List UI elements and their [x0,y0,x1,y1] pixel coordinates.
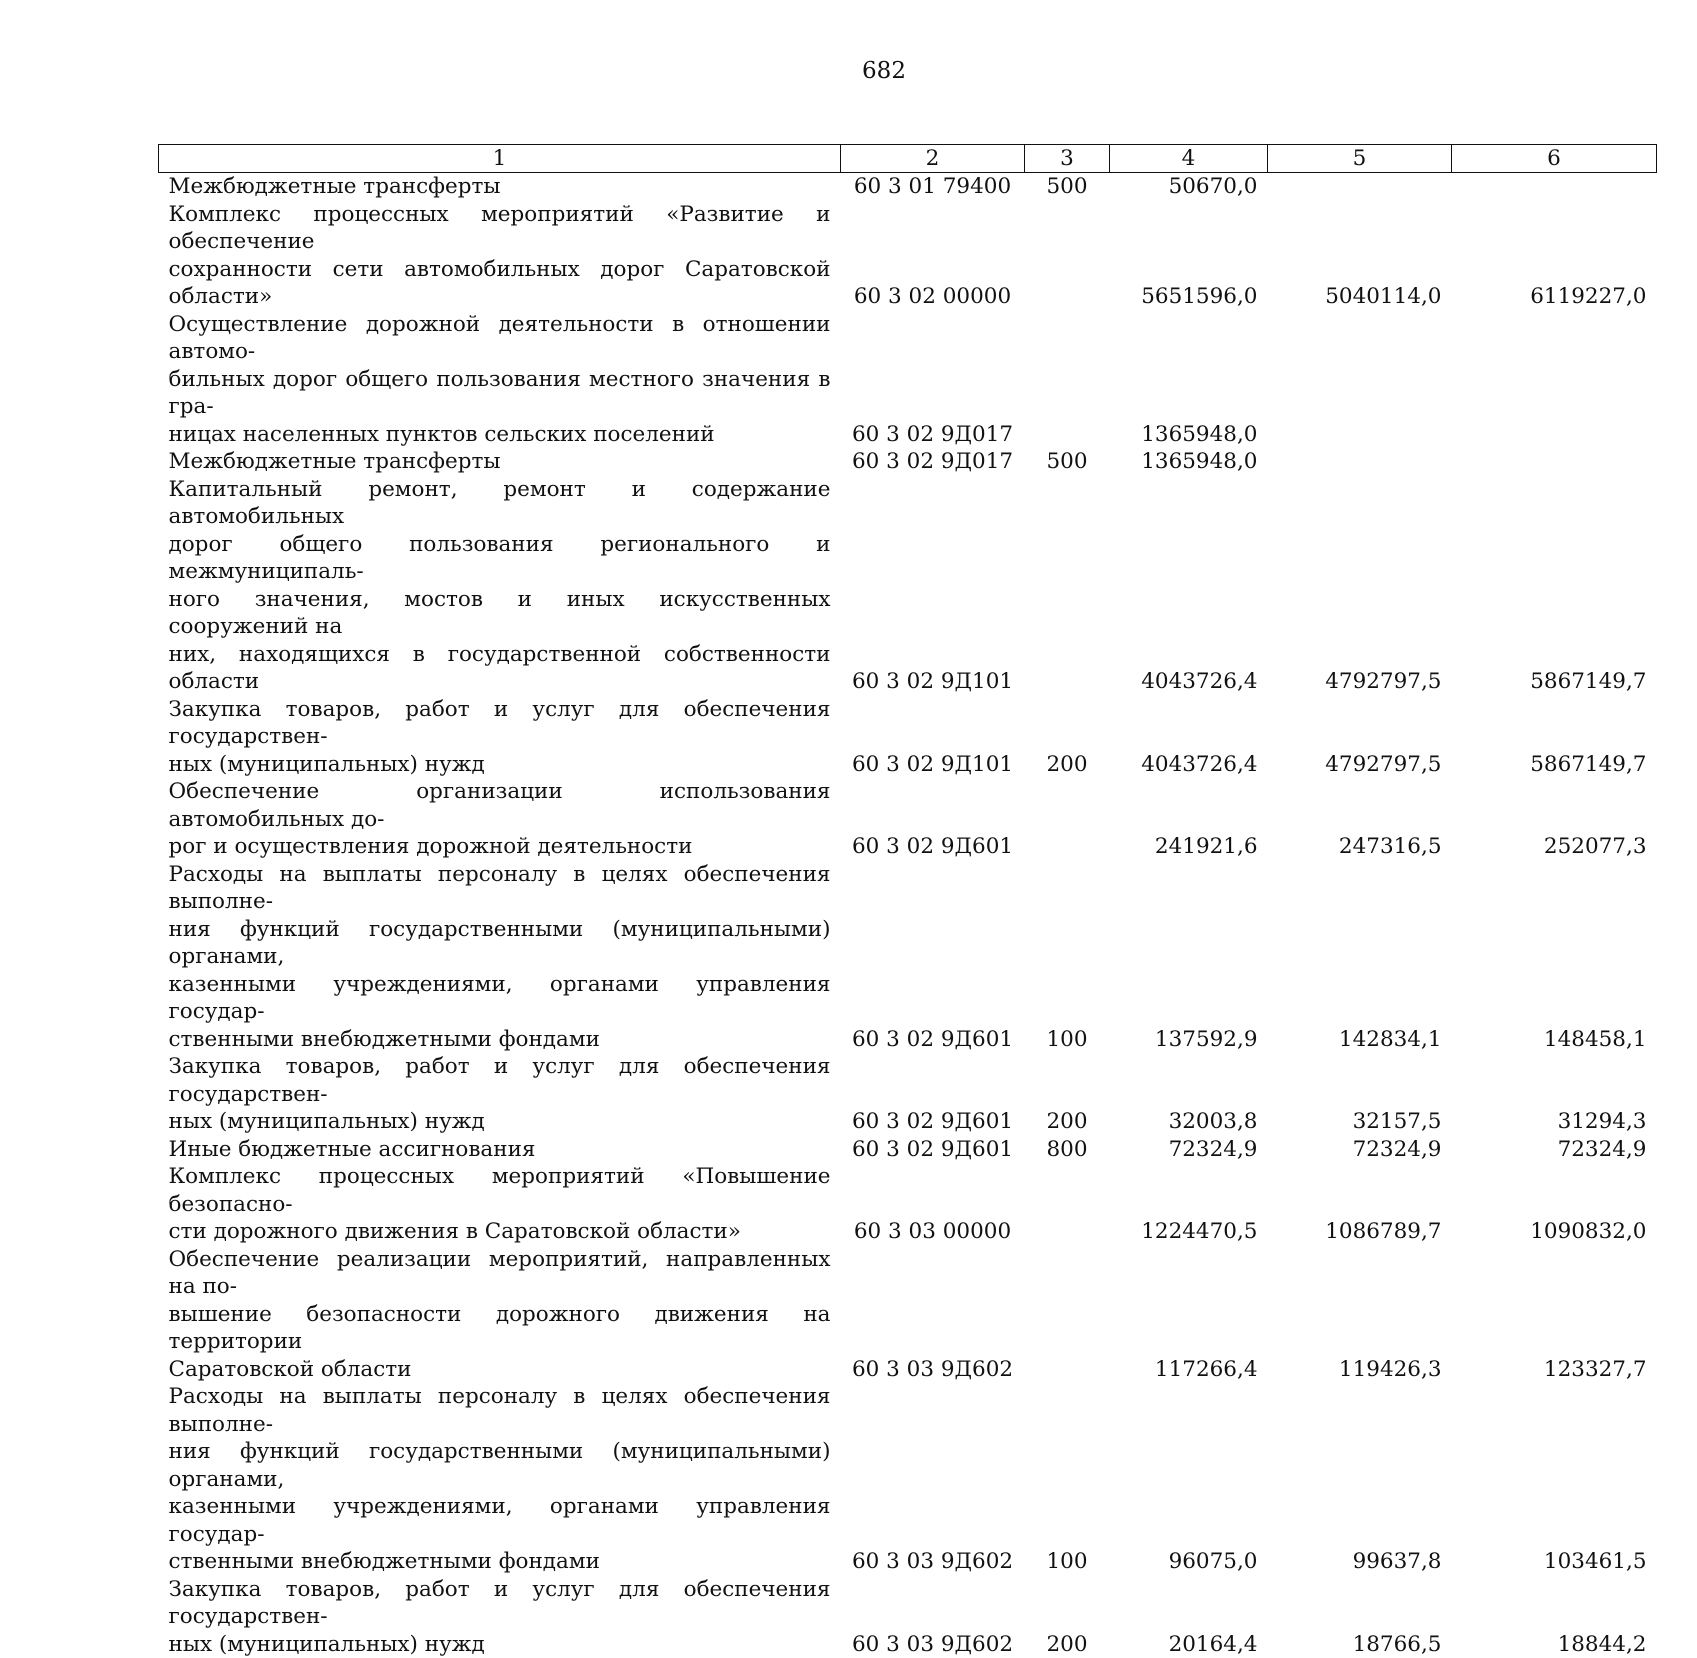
row-expense-type [1025,1246,1110,1384]
row-value-col4: 1224470,5 [1110,1163,1268,1246]
row-value-col4: 241921,6 [1110,778,1268,861]
table-row [159,1163,1657,1246]
row-value-col5 [1268,173,1452,201]
table-row [159,201,1657,311]
table-row [159,1383,1657,1576]
row-expense-type: 200 [1025,696,1110,779]
row-code: 60 3 03 9Д602 [841,1246,1025,1384]
budget-table [158,144,1657,1658]
row-value-col5: 18766,5 [1268,1576,1452,1658]
row-value-col4: 20164,4 [1110,1576,1268,1658]
table-header-row [159,145,1657,173]
table-row [159,1136,1657,1164]
row-expense-type: 500 [1025,173,1110,201]
row-value-col4: 137592,9 [1110,861,1268,1054]
row-value-col5: 5040114,0 [1268,201,1452,311]
row-value-col4: 4043726,4 [1110,476,1268,696]
header-col-2: 2 [841,145,1025,173]
row-value-col4: 4043726,4 [1110,696,1268,779]
row-value-col6: 31294,3 [1452,1053,1657,1136]
row-value-col6: 148458,1 [1452,861,1657,1054]
row-value-col6: 5867149,7 [1452,696,1657,779]
row-value-col6: 123327,7 [1452,1246,1657,1384]
row-code: 60 3 03 9Д602 [841,1576,1025,1658]
header-col-5: 5 [1268,145,1452,173]
row-code: 60 3 02 9Д601 [841,778,1025,861]
row-name: Иные бюджетные ассигнования [159,1136,841,1164]
header-col-4: 4 [1110,145,1268,173]
table-row [159,476,1657,696]
row-code: 60 3 02 9Д101 [841,696,1025,779]
row-expense-type: 100 [1025,861,1110,1054]
row-value-col4: 5651596,0 [1110,201,1268,311]
row-value-col4: 50670,0 [1110,173,1268,201]
table-row [159,1576,1657,1658]
row-value-col4: 1365948,0 [1110,311,1268,449]
row-value-col6: 72324,9 [1452,1136,1657,1164]
row-value-col5: 72324,9 [1268,1136,1452,1164]
row-name: Обеспечение организации использования автомобильных до- рог и осуществления дорожной деятельности [159,778,841,861]
table-row [159,778,1657,861]
row-name: Межбюджетные трансферты [159,173,841,201]
row-value-col5: 4792797,5 [1268,696,1452,779]
page-number: 682 [0,58,1697,84]
table-body [159,173,1657,1658]
row-code: 60 3 02 00000 [841,201,1025,311]
row-value-col6 [1452,173,1657,201]
row-name: Закупка товаров, работ и услуг для обеспечения государствен- ных (муниципальных) нужд [159,1053,841,1136]
table-row [159,448,1657,476]
row-value-col5: 142834,1 [1268,861,1452,1054]
row-expense-type [1025,311,1110,449]
row-expense-type [1025,778,1110,861]
row-name: Расходы на выплаты персоналу в целях обеспечения выполне- ния функций государственными (муниципальными) органами, казенными учреждениями, органами управления государ- ственными внебюджетными фондами [159,861,841,1054]
row-code: 60 3 02 9Д017 [841,311,1025,449]
row-name: Закупка товаров, работ и услуг для обеспечения государствен- ных (муниципальных) нужд [159,1576,841,1658]
row-value-col6: 5867149,7 [1452,476,1657,696]
header-col-6: 6 [1452,145,1657,173]
row-value-col5: 119426,3 [1268,1246,1452,1384]
row-code: 60 3 03 9Д602 [841,1383,1025,1576]
row-value-col5: 1086789,7 [1268,1163,1452,1246]
row-value-col4: 1365948,0 [1110,448,1268,476]
row-value-col5 [1268,448,1452,476]
row-expense-type: 500 [1025,448,1110,476]
row-value-col4: 117266,4 [1110,1246,1268,1384]
row-expense-type [1025,476,1110,696]
row-code: 60 3 03 00000 [841,1163,1025,1246]
row-name: Расходы на выплаты персоналу в целях обеспечения выполне- ния функций государственными (муниципальными) органами, казенными учреждениями, органами управления государ- ственными внебюджетными фондами [159,1383,841,1576]
row-value-col6: 252077,3 [1452,778,1657,861]
row-name: Межбюджетные трансферты [159,448,841,476]
row-value-col5: 4792797,5 [1268,476,1452,696]
row-name: Осуществление дорожной деятельности в отношении автомо- бильных дорог общего пользования местного значения в гра- ницах населенных пунктов сельских поселений [159,311,841,449]
row-value-col4: 72324,9 [1110,1136,1268,1164]
table-row [159,173,1657,201]
row-name: Обеспечение реализации мероприятий, направленных на по- вышение безопасности дорожного движения на территории Саратовской области [159,1246,841,1384]
table-row [159,1053,1657,1136]
row-value-col5: 99637,8 [1268,1383,1452,1576]
row-code: 60 3 01 79400 [841,173,1025,201]
row-expense-type [1025,1163,1110,1246]
header-col-3: 3 [1025,145,1110,173]
row-expense-type: 200 [1025,1053,1110,1136]
row-name: Закупка товаров, работ и услуг для обеспечения государствен- ных (муниципальных) нужд [159,696,841,779]
row-value-col4: 32003,8 [1110,1053,1268,1136]
row-name: Капитальный ремонт, ремонт и содержание автомобильных дорог общего пользования регионального и межмуниципаль- ного значения, мостов и иных искусственных сооружений на них, находящихся в государственной собственности области [159,476,841,696]
row-code: 60 3 02 9Д101 [841,476,1025,696]
row-expense-type: 800 [1025,1136,1110,1164]
row-code: 60 3 02 9Д601 [841,1136,1025,1164]
row-value-col6: 103461,5 [1452,1383,1657,1576]
row-code: 60 3 02 9Д601 [841,1053,1025,1136]
row-value-col6: 1090832,0 [1452,1163,1657,1246]
row-value-col6: 6119227,0 [1452,201,1657,311]
row-value-col5: 247316,5 [1268,778,1452,861]
row-code: 60 3 02 9Д601 [841,861,1025,1054]
row-code: 60 3 02 9Д017 [841,448,1025,476]
row-name: Комплекс процессных мероприятий «Повышение безопасно- сти дорожного движения в Саратовской области» [159,1163,841,1246]
table-row [159,861,1657,1054]
row-value-col5 [1268,311,1452,449]
header-col-1: 1 [159,145,841,173]
row-value-col4: 96075,0 [1110,1383,1268,1576]
table-row [159,1246,1657,1384]
row-expense-type: 100 [1025,1383,1110,1576]
table-row [159,311,1657,449]
table-row [159,696,1657,779]
row-value-col6 [1452,448,1657,476]
row-name: Комплекс процессных мероприятий «Развитие и обеспечение сохранности сети автомобильных дорог Саратовской области» [159,201,841,311]
row-value-col5: 32157,5 [1268,1053,1452,1136]
row-expense-type [1025,201,1110,311]
row-value-col6: 18844,2 [1452,1576,1657,1658]
row-expense-type: 200 [1025,1576,1110,1658]
row-value-col6 [1452,311,1657,449]
